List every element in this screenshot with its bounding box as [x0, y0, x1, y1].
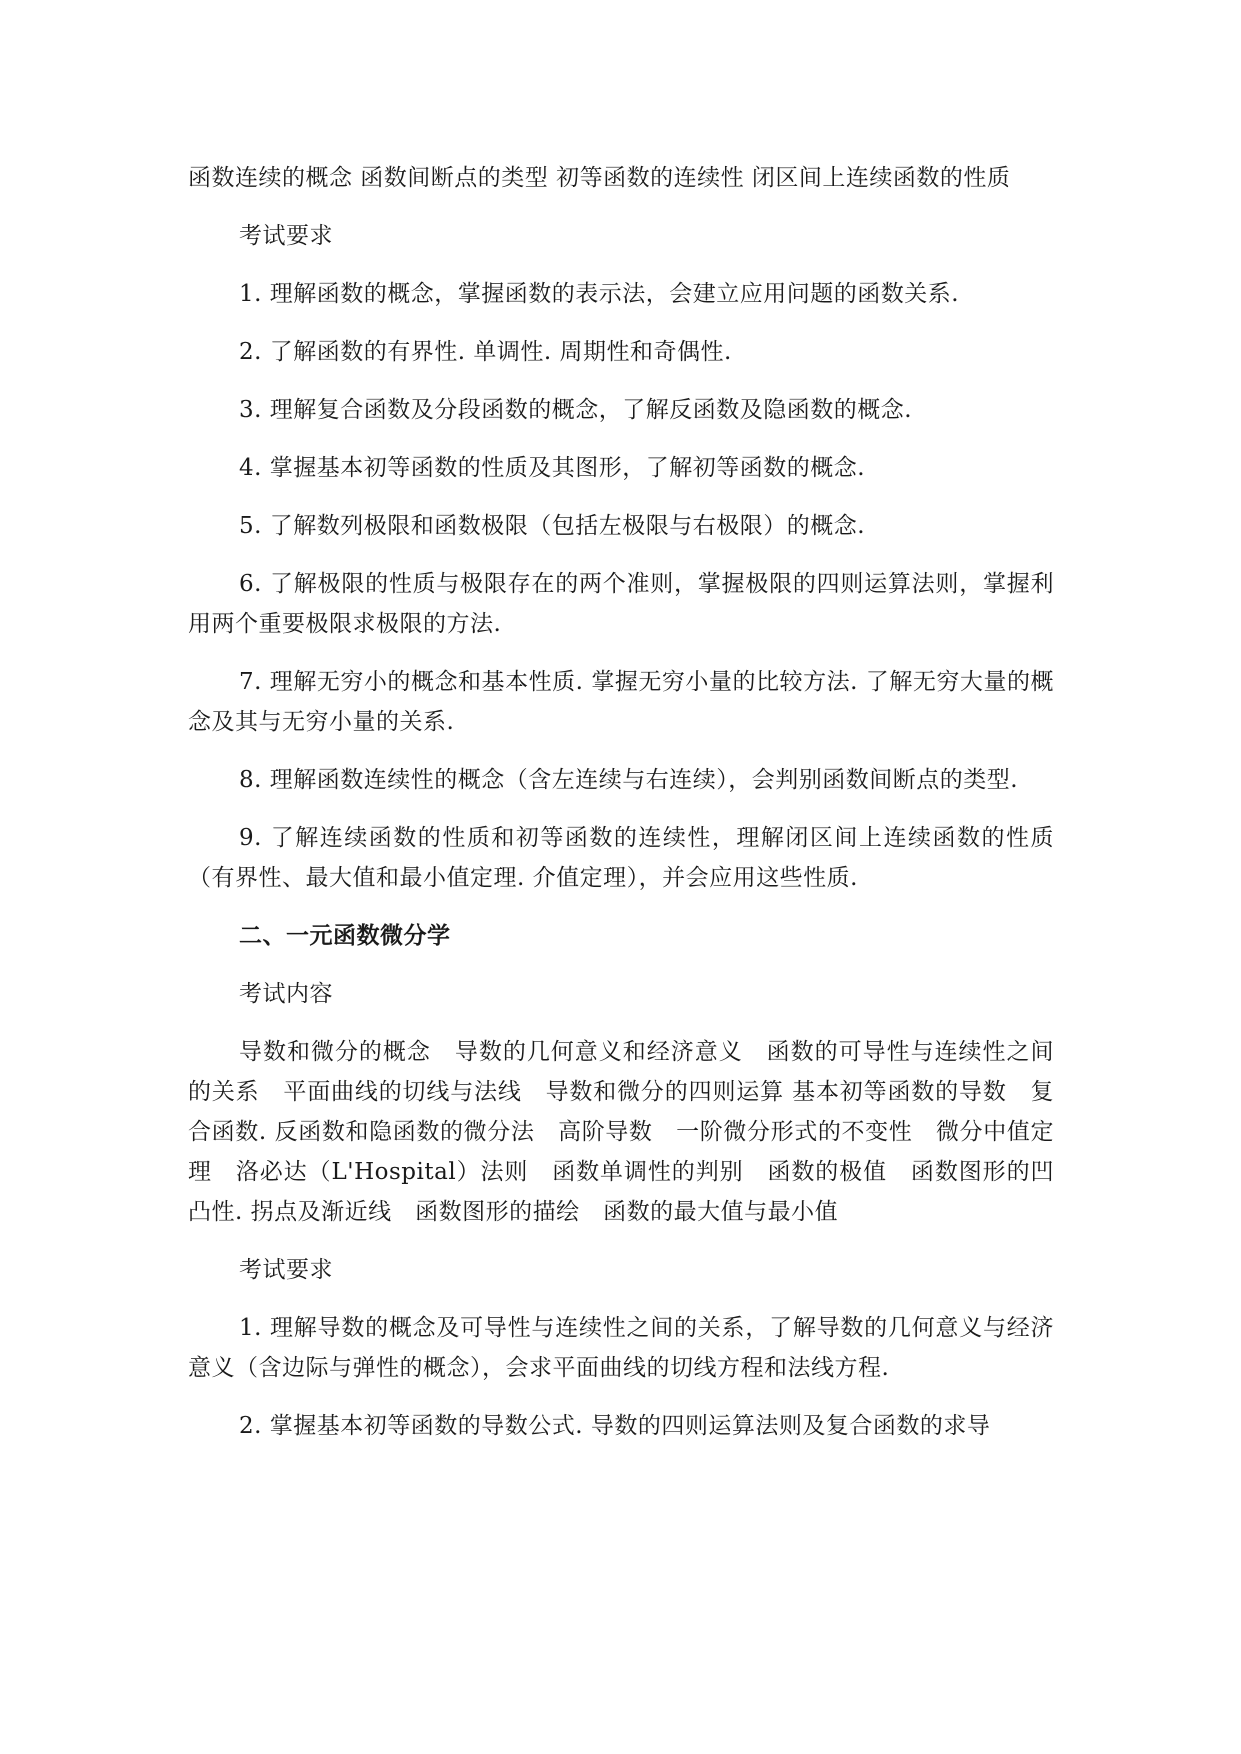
- section-heading: 二、一元函数微分学: [239, 923, 451, 949]
- requirements-label: 考试要求: [239, 223, 333, 249]
- requirement-item-8: 8. 理解函数连续性的概念（含左连续与右连续），会判别函数间断点的类型.: [239, 767, 1019, 793]
- requirement-item-4: 4. 掌握基本初等函数的性质及其图形，了解初等函数的概念.: [239, 455, 866, 481]
- document-body: [188, 158, 1054, 1464]
- requirement-item-7: 7. 理解无穷小的概念和基本性质. 掌握无穷小量的比较方法. 了解无穷大量的概念及其与无穷小量的关系.: [188, 669, 1054, 735]
- requirement-item-5: 5. 了解数列极限和函数极限（包括左极限与右极限）的概念.: [239, 513, 866, 539]
- content-label: 考试内容: [239, 981, 333, 1007]
- requirement-item-1: 1. 理解函数的概念，掌握函数的表示法，会建立应用问题的函数关系.: [239, 281, 960, 307]
- requirement-item-2: 2. 了解函数的有界性. 单调性. 周期性和奇偶性.: [239, 339, 732, 365]
- requirements-label-2: 考试要求: [239, 1257, 333, 1283]
- requirement-item-9: 9. 了解连续函数的性质和初等函数的连续性，理解闭区间上连续函数的性质（有界性、最大值和最小值定理. 介值定理），并会应用这些性质.: [188, 825, 1054, 891]
- requirement-item-3: 3. 理解复合函数及分段函数的概念，了解反函数及隐函数的概念.: [239, 397, 913, 423]
- content-topics: 导数和微分的概念 导数的几何意义和经济意义 函数的可导性与连续性之间的关系 平面曲线的切线与法线 导数和微分的四则运算 基本初等函数的导数 复合函数. 反函数和隐函数的微分法 高阶导数 一阶微分形式的不变性 微分中值定理 洛必达（L'Hospital）法则 函数单调性的判别 函数的极值 函数图形的凹凸性. 拐点及渐近线 函数图形的描绘 函数的最大值与最小值: [188, 1039, 1054, 1225]
- requirement-item-2-1: 1. 理解导数的概念及可导性与连续性之间的关系，了解导数的几何意义与经济意义（含边际与弹性的概念），会求平面曲线的切线方程和法线方程.: [188, 1315, 1054, 1381]
- intro-topics: 函数连续的概念 函数间断点的类型 初等函数的连续性 闭区间上连续函数的性质: [188, 165, 1011, 191]
- requirement-item-2-2: 2. 掌握基本初等函数的导数公式. 导数的四则运算法则及复合函数的求导: [239, 1413, 991, 1439]
- requirement-item-6: 6. 了解极限的性质与极限存在的两个准则，掌握极限的四则运算法则，掌握利用两个重要极限求极限的方法.: [188, 571, 1054, 637]
